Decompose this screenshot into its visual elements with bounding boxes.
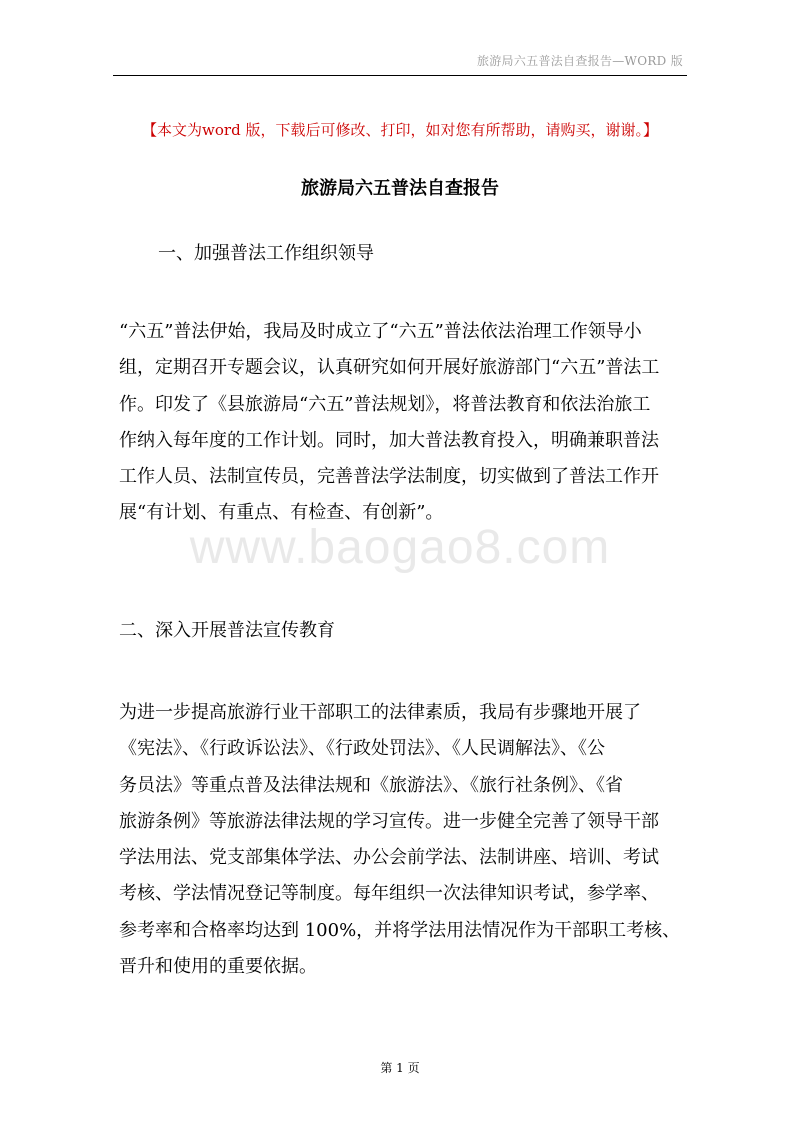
paragraph-line: 作。印发了《县旅游局“六五”普法规划》，将普法教育和依法治旅工	[119, 393, 651, 415]
paragraph-line: 考核、学法情况登记等制度。每年组织一次法律知识考试，参学率、	[119, 883, 659, 905]
paragraph-line: 学法用法、党支部集体学法、办公会前学法、法制讲座、培训、考试	[119, 847, 659, 869]
document-title: 旅游局六五普法自查报告	[301, 178, 499, 199]
paragraph-line: 参考率和合格率均达到 100%，并将学法用法情况作为干部职工考核、	[119, 919, 681, 941]
paragraph-line: 务员法》等重点普及法律法规和《旅游法》、《旅行社条例》、《省	[119, 774, 623, 796]
paragraph-line: 作纳入每年度的工作计划。同时，加大普法教育投入，明确兼职普法	[119, 429, 659, 451]
watermark: www.baogao8.com	[189, 521, 611, 574]
paragraph-line: “六五”普法伊始，我局及时成立了“六五”普法依法治理工作领导小	[119, 321, 642, 342]
paragraph-line: 旅游条例》等旅游法律法规的学习宣传。进一步健全完善了领导干部	[119, 810, 659, 832]
section-2-paragraph	[119, 695, 689, 985]
page-number: 第 1 页	[380, 1061, 420, 1075]
paragraph-line: 展“有计划、有重点、有检查、有创新”。	[119, 502, 444, 524]
section-1-heading: 一、加强普法工作组织领导	[158, 243, 374, 264]
paragraph-line: 为进一步提高旅游行业干部职工的法律素质，我局有步骤地开展了	[119, 702, 641, 723]
paragraph-line: 晋升和使用的重要依据。	[119, 956, 317, 978]
running-header: 旅游局六五普法自查报告—WORD 版	[476, 54, 683, 68]
paragraph-line: 《宪法》、《行政诉讼法》、《行政处罚法》、《人民调解法》、《公	[119, 738, 605, 760]
purchase-notice: 【本文为word 版，下载后可修改、打印，如对您有所帮助，请购买，谢谢。】	[142, 121, 658, 139]
paragraph-line: 组，定期召开专题会议，认真研究如何开展好旅游部门“六五”普法工	[119, 357, 660, 379]
paragraph-line: 工作人员、法制宣传员，完善普法学法制度，切实做到了普法工作开	[119, 466, 659, 488]
section-2-heading: 二、深入开展普法宣传教育	[119, 620, 335, 641]
section-1-paragraph	[119, 314, 689, 532]
header-rule	[113, 75, 687, 76]
